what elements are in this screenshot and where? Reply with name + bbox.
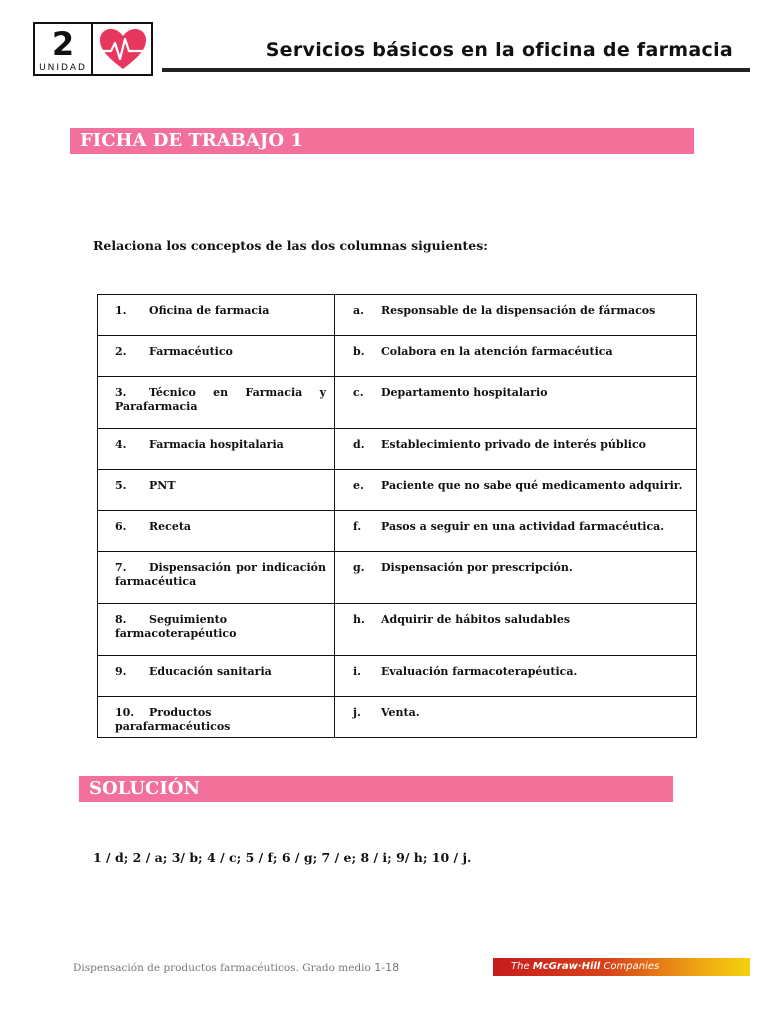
concept-text: Productos parafarmacéuticos — [115, 706, 231, 733]
concept-number: 1. — [115, 304, 127, 317]
definition-text: Paciente que no sabe qué medicamento adquirir. — [381, 479, 683, 492]
definition-letter: a. — [353, 304, 364, 317]
definition-cell — [335, 511, 697, 552]
concept-cell — [98, 511, 335, 552]
definition-letter: g. — [353, 561, 365, 574]
footer-page-number: 1-18 — [374, 961, 400, 974]
concept-number: 10. — [115, 706, 135, 719]
publisher-name: McGraw·Hill — [532, 961, 601, 972]
concept-cell — [98, 697, 335, 738]
concept-cell — [98, 295, 335, 336]
header-divider — [162, 68, 750, 72]
definition-letter: f. — [353, 520, 362, 533]
table-row — [98, 336, 697, 377]
concept-text: Seguimiento farmacoterapéutico — [115, 613, 237, 640]
definition-cell — [335, 697, 697, 738]
instruction-text: Relaciona los conceptos de las dos columnas siguientes: — [93, 238, 488, 253]
section-title-solucion: SOLUCIÓN — [79, 776, 673, 802]
definition-letter: i. — [353, 665, 362, 678]
concept-text: Farmacéutico — [149, 345, 233, 358]
definition-letter: b. — [353, 345, 365, 358]
heartbeat-icon — [97, 27, 149, 73]
concept-number: 5. — [115, 479, 127, 492]
unit-number: 2 — [51, 25, 75, 63]
concept-number: 4. — [115, 438, 127, 451]
concept-number: 7. — [115, 561, 127, 574]
footer-text — [73, 961, 399, 974]
concept-number: 9. — [115, 665, 127, 678]
definition-text: Adquirir de hábitos saludables — [381, 613, 571, 626]
definition-cell — [335, 295, 697, 336]
definition-cell — [335, 656, 697, 697]
publisher-suffix: Companies — [603, 961, 660, 972]
definition-text: Colabora en la atención farmacéutica — [381, 345, 613, 358]
definition-letter: e. — [353, 479, 364, 492]
concept-cell — [98, 470, 335, 511]
concept-text: Técnico en Farmacia y Parafarmacia — [115, 386, 326, 413]
concept-text: Receta — [149, 520, 192, 533]
matching-table — [97, 294, 697, 738]
concept-cell — [98, 604, 335, 656]
concept-cell — [98, 429, 335, 470]
definition-cell — [335, 377, 697, 429]
concept-cell — [98, 552, 335, 604]
concept-number: 3. — [115, 386, 127, 399]
definition-cell — [335, 336, 697, 377]
definition-text: Dispensación por prescripción. — [381, 561, 573, 574]
table-row — [98, 295, 697, 336]
table-row — [98, 429, 697, 470]
table-row — [98, 511, 697, 552]
solution-text: 1 / d; 2 / a; 3/ b; 4 / c; 5 / f; 6 / g; 7 / e; 8 / i; 9/ h; 10 / j. — [93, 850, 472, 865]
publisher-logo — [493, 958, 750, 976]
definition-cell — [335, 429, 697, 470]
concept-number: 2. — [115, 345, 127, 358]
unit-label: UNIDAD — [39, 63, 87, 73]
definition-text: Responsable de la dispensación de fármacos — [381, 304, 656, 317]
table-row — [98, 697, 697, 738]
table-row — [98, 377, 697, 429]
concept-cell — [98, 377, 335, 429]
concept-number: 6. — [115, 520, 127, 533]
table-row — [98, 656, 697, 697]
definition-text: Departamento hospitalario — [381, 386, 548, 399]
concept-text: PNT — [149, 479, 176, 492]
publisher-prefix: The — [511, 961, 530, 972]
definition-cell — [335, 552, 697, 604]
concept-text: Farmacia hospitalaria — [149, 438, 284, 451]
unit-badge — [33, 22, 93, 76]
definition-text: Pasos a seguir en una actividad farmacéutica. — [381, 520, 665, 533]
table-row — [98, 552, 697, 604]
definition-letter: j. — [353, 706, 361, 719]
concept-number: 8. — [115, 613, 127, 626]
definition-text: Evaluación farmacoterapéutica. — [381, 665, 578, 678]
concept-cell — [98, 656, 335, 697]
section-title-ficha: FICHA DE TRABAJO 1 — [70, 128, 694, 154]
table-row — [98, 470, 697, 511]
definition-text: Establecimiento privado de interés público — [381, 438, 646, 451]
definition-text: Venta. — [381, 706, 420, 719]
definition-cell — [335, 470, 697, 511]
definition-letter: h. — [353, 613, 365, 626]
footer-book-title: Dispensación de productos farmacéuticos. Grado medio — [73, 962, 371, 974]
concept-cell — [98, 336, 335, 377]
definition-letter: c. — [353, 386, 364, 399]
concept-text: Educación sanitaria — [149, 665, 272, 678]
definition-letter: d. — [353, 438, 365, 451]
page-header-title: Servicios básicos en la oficina de farmacia — [265, 39, 733, 61]
definition-cell — [335, 604, 697, 656]
table-row — [98, 604, 697, 656]
concept-text: Oficina de farmacia — [149, 304, 270, 317]
heart-logo-box — [93, 22, 153, 76]
concept-text: Dispensación por indicación farmacéutica — [115, 561, 326, 588]
